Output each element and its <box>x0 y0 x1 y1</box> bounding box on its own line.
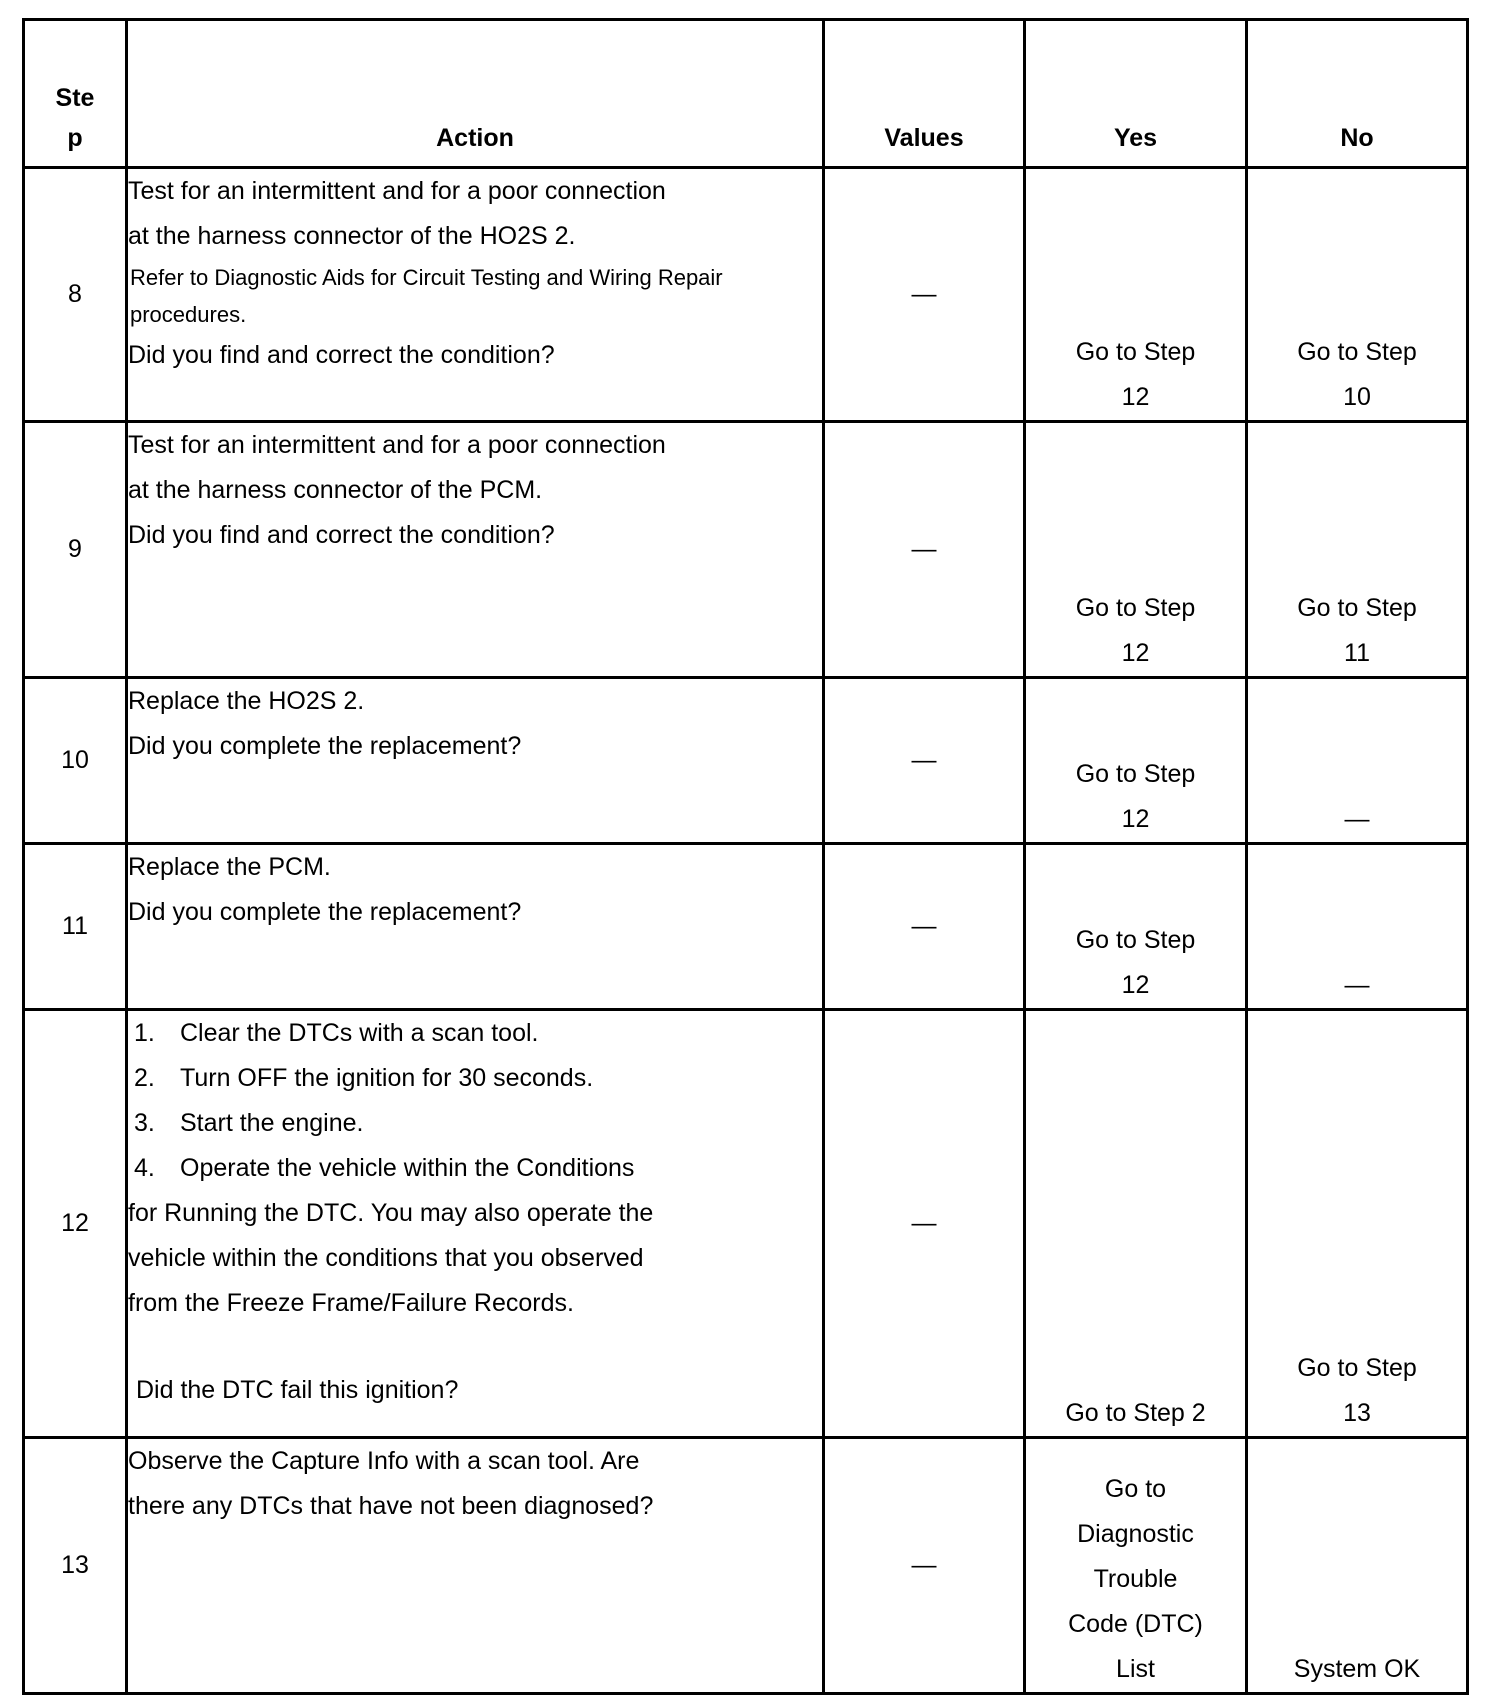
yes-line: 12 <box>1121 383 1150 411</box>
action-line: Test for an intermittent and for a poor connection <box>128 177 666 205</box>
step-number: 8 <box>24 168 127 422</box>
values-cell: — <box>824 422 1025 678</box>
table-row <box>24 168 1468 422</box>
step-number: 9 <box>24 422 127 678</box>
no-cell <box>1247 1438 1468 1694</box>
values-cell: — <box>824 844 1025 1010</box>
header-values: Values <box>824 20 1025 168</box>
action-line: vehicle within the conditions that you observed <box>128 1244 644 1272</box>
list-item: 2. Turn OFF the ignition for 30 seconds. <box>134 1064 594 1092</box>
action-question: there any DTCs that have not been diagnosed? <box>128 1492 654 1520</box>
list-item: 4. Operate the vehicle within the Conditions <box>134 1154 635 1182</box>
no-cell <box>1247 678 1468 844</box>
action-question: Did you complete the replacement? <box>128 898 522 926</box>
yes-line: Trouble <box>1093 1565 1178 1593</box>
action-line: Replace the PCM. <box>128 853 331 881</box>
yes-line: Go to Step 2 <box>1065 1399 1206 1427</box>
no-line: 10 <box>1343 383 1371 411</box>
action-line: Replace the HO2S 2. <box>128 687 365 715</box>
action-note-line: procedures. <box>130 302 247 327</box>
values-cell: — <box>824 168 1025 422</box>
yes-cell <box>1025 1438 1247 1694</box>
diagnostic-table <box>22 18 1469 1695</box>
no-line: — <box>1344 805 1370 833</box>
action-question: Did the DTC fail this ignition? <box>136 1376 459 1404</box>
step-number: 11 <box>24 844 127 1010</box>
no-line: — <box>1344 971 1370 999</box>
yes-cell <box>1025 678 1247 844</box>
action-cell <box>127 168 824 422</box>
action-line: at the harness connector of the PCM. <box>128 476 543 504</box>
yes-line: Code (DTC) <box>1068 1610 1203 1638</box>
yes-cell <box>1025 1010 1247 1438</box>
action-cell <box>127 1010 824 1438</box>
table-row <box>24 678 1468 844</box>
action-line: from the Freeze Frame/Failure Records. <box>128 1289 574 1317</box>
list-item: 1. Clear the DTCs with a scan tool. <box>134 1019 539 1047</box>
yes-line: List <box>1116 1655 1155 1683</box>
step-number: 10 <box>24 678 127 844</box>
no-cell <box>1247 422 1468 678</box>
values-cell: — <box>824 1010 1025 1438</box>
action-cell <box>127 422 824 678</box>
table-row <box>24 1438 1468 1694</box>
no-line: System OK <box>1293 1655 1421 1683</box>
step-number: 13 <box>24 1438 127 1694</box>
action-note-line: Refer to Diagnostic Aids for Circuit Testing and Wiring Repair <box>130 265 723 290</box>
yes-cell <box>1025 168 1247 422</box>
action-question: Did you find and correct the condition? <box>128 521 555 549</box>
values-cell: — <box>824 678 1025 844</box>
action-line: Test for an intermittent and for a poor connection <box>128 431 666 459</box>
list-item: 3. Start the engine. <box>134 1109 364 1137</box>
table-row <box>24 422 1468 678</box>
table-row <box>24 844 1468 1010</box>
no-cell <box>1247 844 1468 1010</box>
header-no: No <box>1247 20 1468 168</box>
no-line: Go to Step <box>1297 594 1417 622</box>
table-row <box>24 1010 1468 1438</box>
header-row <box>24 20 1468 168</box>
no-line: 11 <box>1344 639 1370 667</box>
yes-line: Diagnostic <box>1077 1520 1194 1548</box>
step-number: 12 <box>24 1010 127 1438</box>
yes-line: 12 <box>1121 805 1150 833</box>
header-step: Step <box>24 20 127 168</box>
action-question: Did you find and correct the condition? <box>128 341 555 369</box>
yes-line: Go to Step <box>1075 338 1196 366</box>
no-cell <box>1247 168 1468 422</box>
no-cell <box>1247 1010 1468 1438</box>
action-line: for Running the DTC. You may also operate the <box>128 1199 654 1227</box>
yes-line: Go to Step <box>1075 760 1196 788</box>
yes-line: 12 <box>1121 639 1150 667</box>
yes-line: Go to <box>1104 1475 1167 1503</box>
no-line: 13 <box>1343 1399 1371 1427</box>
yes-cell <box>1025 844 1247 1010</box>
action-line: Observe the Capture Info with a scan tool. Are <box>128 1447 640 1475</box>
values-cell: — <box>824 1438 1025 1694</box>
yes-line: 12 <box>1121 971 1150 999</box>
yes-line: Go to Step <box>1075 926 1196 954</box>
yes-cell <box>1025 422 1247 678</box>
action-question: Did you complete the replacement? <box>128 732 522 760</box>
no-line: Go to Step <box>1297 1354 1417 1382</box>
action-line: at the harness connector of the HO2S 2. <box>128 222 576 250</box>
header-action: Action <box>127 20 824 168</box>
action-cell <box>127 1438 824 1694</box>
action-cell <box>127 678 824 844</box>
no-line: Go to Step <box>1297 338 1417 366</box>
action-cell <box>127 844 824 1010</box>
yes-line: Go to Step <box>1075 594 1196 622</box>
header-yes: Yes <box>1025 20 1247 168</box>
